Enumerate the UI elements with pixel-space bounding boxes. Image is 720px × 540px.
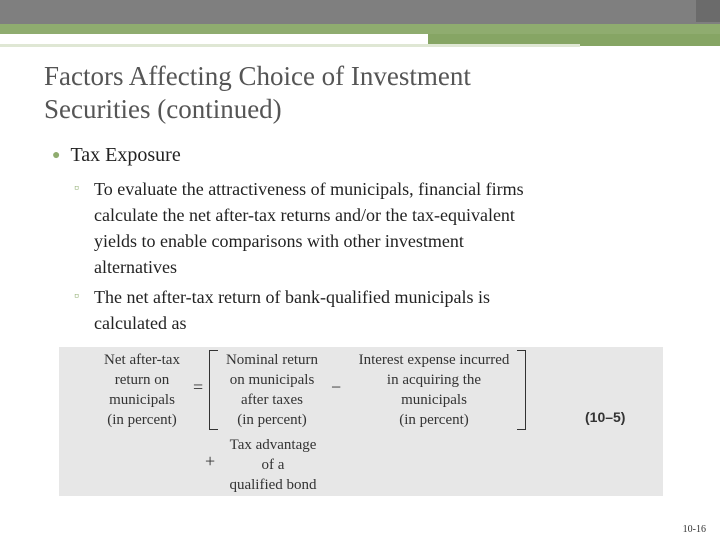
formula-text: municipals	[109, 392, 175, 408]
square-bullet-icon: ▫	[74, 289, 79, 304]
bullet-tax-exposure	[52, 144, 181, 167]
formula-text: after taxes	[240, 392, 304, 408]
sub-bullet-line: alternatives	[94, 257, 177, 277]
sub-bullet-line: calculated as	[94, 313, 187, 333]
formula-text: in acquiring the	[386, 372, 482, 388]
formula-text: (in percent)	[107, 412, 177, 428]
minus-sign: −	[331, 377, 342, 397]
formula-text: on municipals	[229, 372, 315, 388]
sub-bullet-line: The net after-tax return of bank-qualified municipals is	[94, 287, 490, 307]
sub-bullet-line: yields to enable comparisons with other investment	[94, 231, 464, 251]
formula-text: Tax advantage	[229, 437, 317, 453]
formula-lhs	[87, 350, 197, 430]
formula-term-nominal-return	[209, 350, 335, 430]
formula-text: (in percent)	[399, 412, 469, 428]
formula-term-tax-advantage	[217, 435, 329, 495]
bullet-text: Tax Exposure	[70, 144, 181, 166]
title-divider	[0, 44, 580, 47]
square-bullet-icon: ▫	[74, 181, 79, 196]
slide-title-line: Factors Affecting Choice of Investment	[44, 61, 471, 91]
slide-number: 10-16	[682, 524, 706, 535]
bullet-dot-icon: ●	[52, 148, 61, 163]
sub-bullet-2	[74, 284, 684, 336]
plus-sign: +	[205, 451, 216, 471]
formula-text: (in percent)	[237, 412, 307, 428]
top-decor-block	[696, 0, 720, 22]
formula-text: Interest expense incurred	[358, 352, 510, 368]
top-accent-bar	[0, 24, 720, 34]
sub-bullet-1	[74, 176, 684, 280]
sub-bullet-line: calculate the net after-tax returns and/or the tax-equivalent	[94, 205, 515, 225]
right-bracket	[517, 350, 526, 430]
formula-text: Net after-tax	[104, 352, 180, 368]
equation-number: (10–5)	[585, 409, 626, 425]
formula-text: of a	[261, 457, 285, 473]
formula-text: return on	[114, 372, 170, 388]
formula-text: municipals	[401, 392, 467, 408]
equals-sign: =	[193, 377, 204, 397]
formula-text: Nominal return	[225, 352, 319, 368]
formula-term-interest-expense	[343, 350, 525, 430]
formula-image	[59, 347, 663, 496]
slide-title	[44, 60, 664, 126]
slide-title-line: Securities (continued)	[44, 94, 282, 124]
sub-bullet-line: To evaluate the attractiveness of municipals, financial firms	[94, 179, 524, 199]
top-decor-bar	[0, 0, 720, 24]
formula-text: qualified bond	[229, 477, 317, 493]
